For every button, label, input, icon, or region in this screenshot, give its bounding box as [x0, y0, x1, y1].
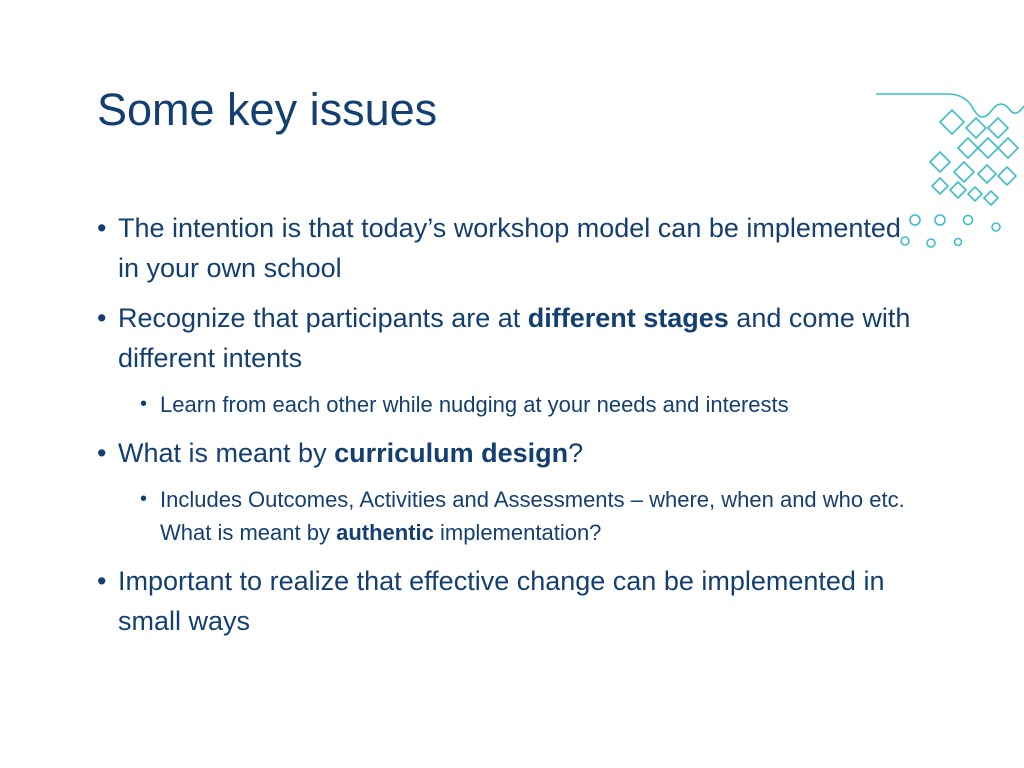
bullet-glyph: •: [97, 438, 107, 468]
bullet-text: and come with different intents: [118, 303, 911, 373]
bullet-text: Includes Outcomes, Activities and Assessments – where, when and who etc. What is meant by: [160, 487, 905, 545]
bullet-item: [97, 561, 918, 641]
sub-bullet-item: [140, 388, 960, 421]
bullet-emphasis: authentic: [336, 520, 434, 545]
slide-title: Some key issues: [97, 84, 438, 135]
bullet-glyph: •: [140, 488, 148, 510]
bullet-text: Learn from each other while nudging at your needs and interests: [160, 392, 789, 417]
bullet-item: [97, 433, 963, 473]
bullet-text: Important to realize that effective change can be implemented in small ways: [118, 566, 885, 636]
bullet-text: What is meant by: [118, 438, 335, 468]
sub-bullet-item: [140, 483, 960, 549]
bullet-emphasis: curriculum design: [334, 438, 569, 468]
bullet-glyph: •: [97, 303, 107, 333]
bullet-text: The intention is that today’s workshop model can be implemented in your own school: [118, 213, 901, 283]
bullet-text: ?: [568, 438, 584, 468]
bullet-glyph: •: [97, 566, 107, 596]
bullet-text: implementation?: [433, 520, 602, 545]
bullet-text: Recognize that participants are at: [118, 303, 528, 333]
bullet-item: [97, 208, 918, 288]
bullet-item: [97, 298, 963, 378]
bullet-glyph: •: [97, 213, 107, 243]
bullet-glyph: •: [140, 393, 148, 415]
bullet-emphasis: different stages: [527, 303, 729, 333]
slide-body: [97, 208, 977, 651]
